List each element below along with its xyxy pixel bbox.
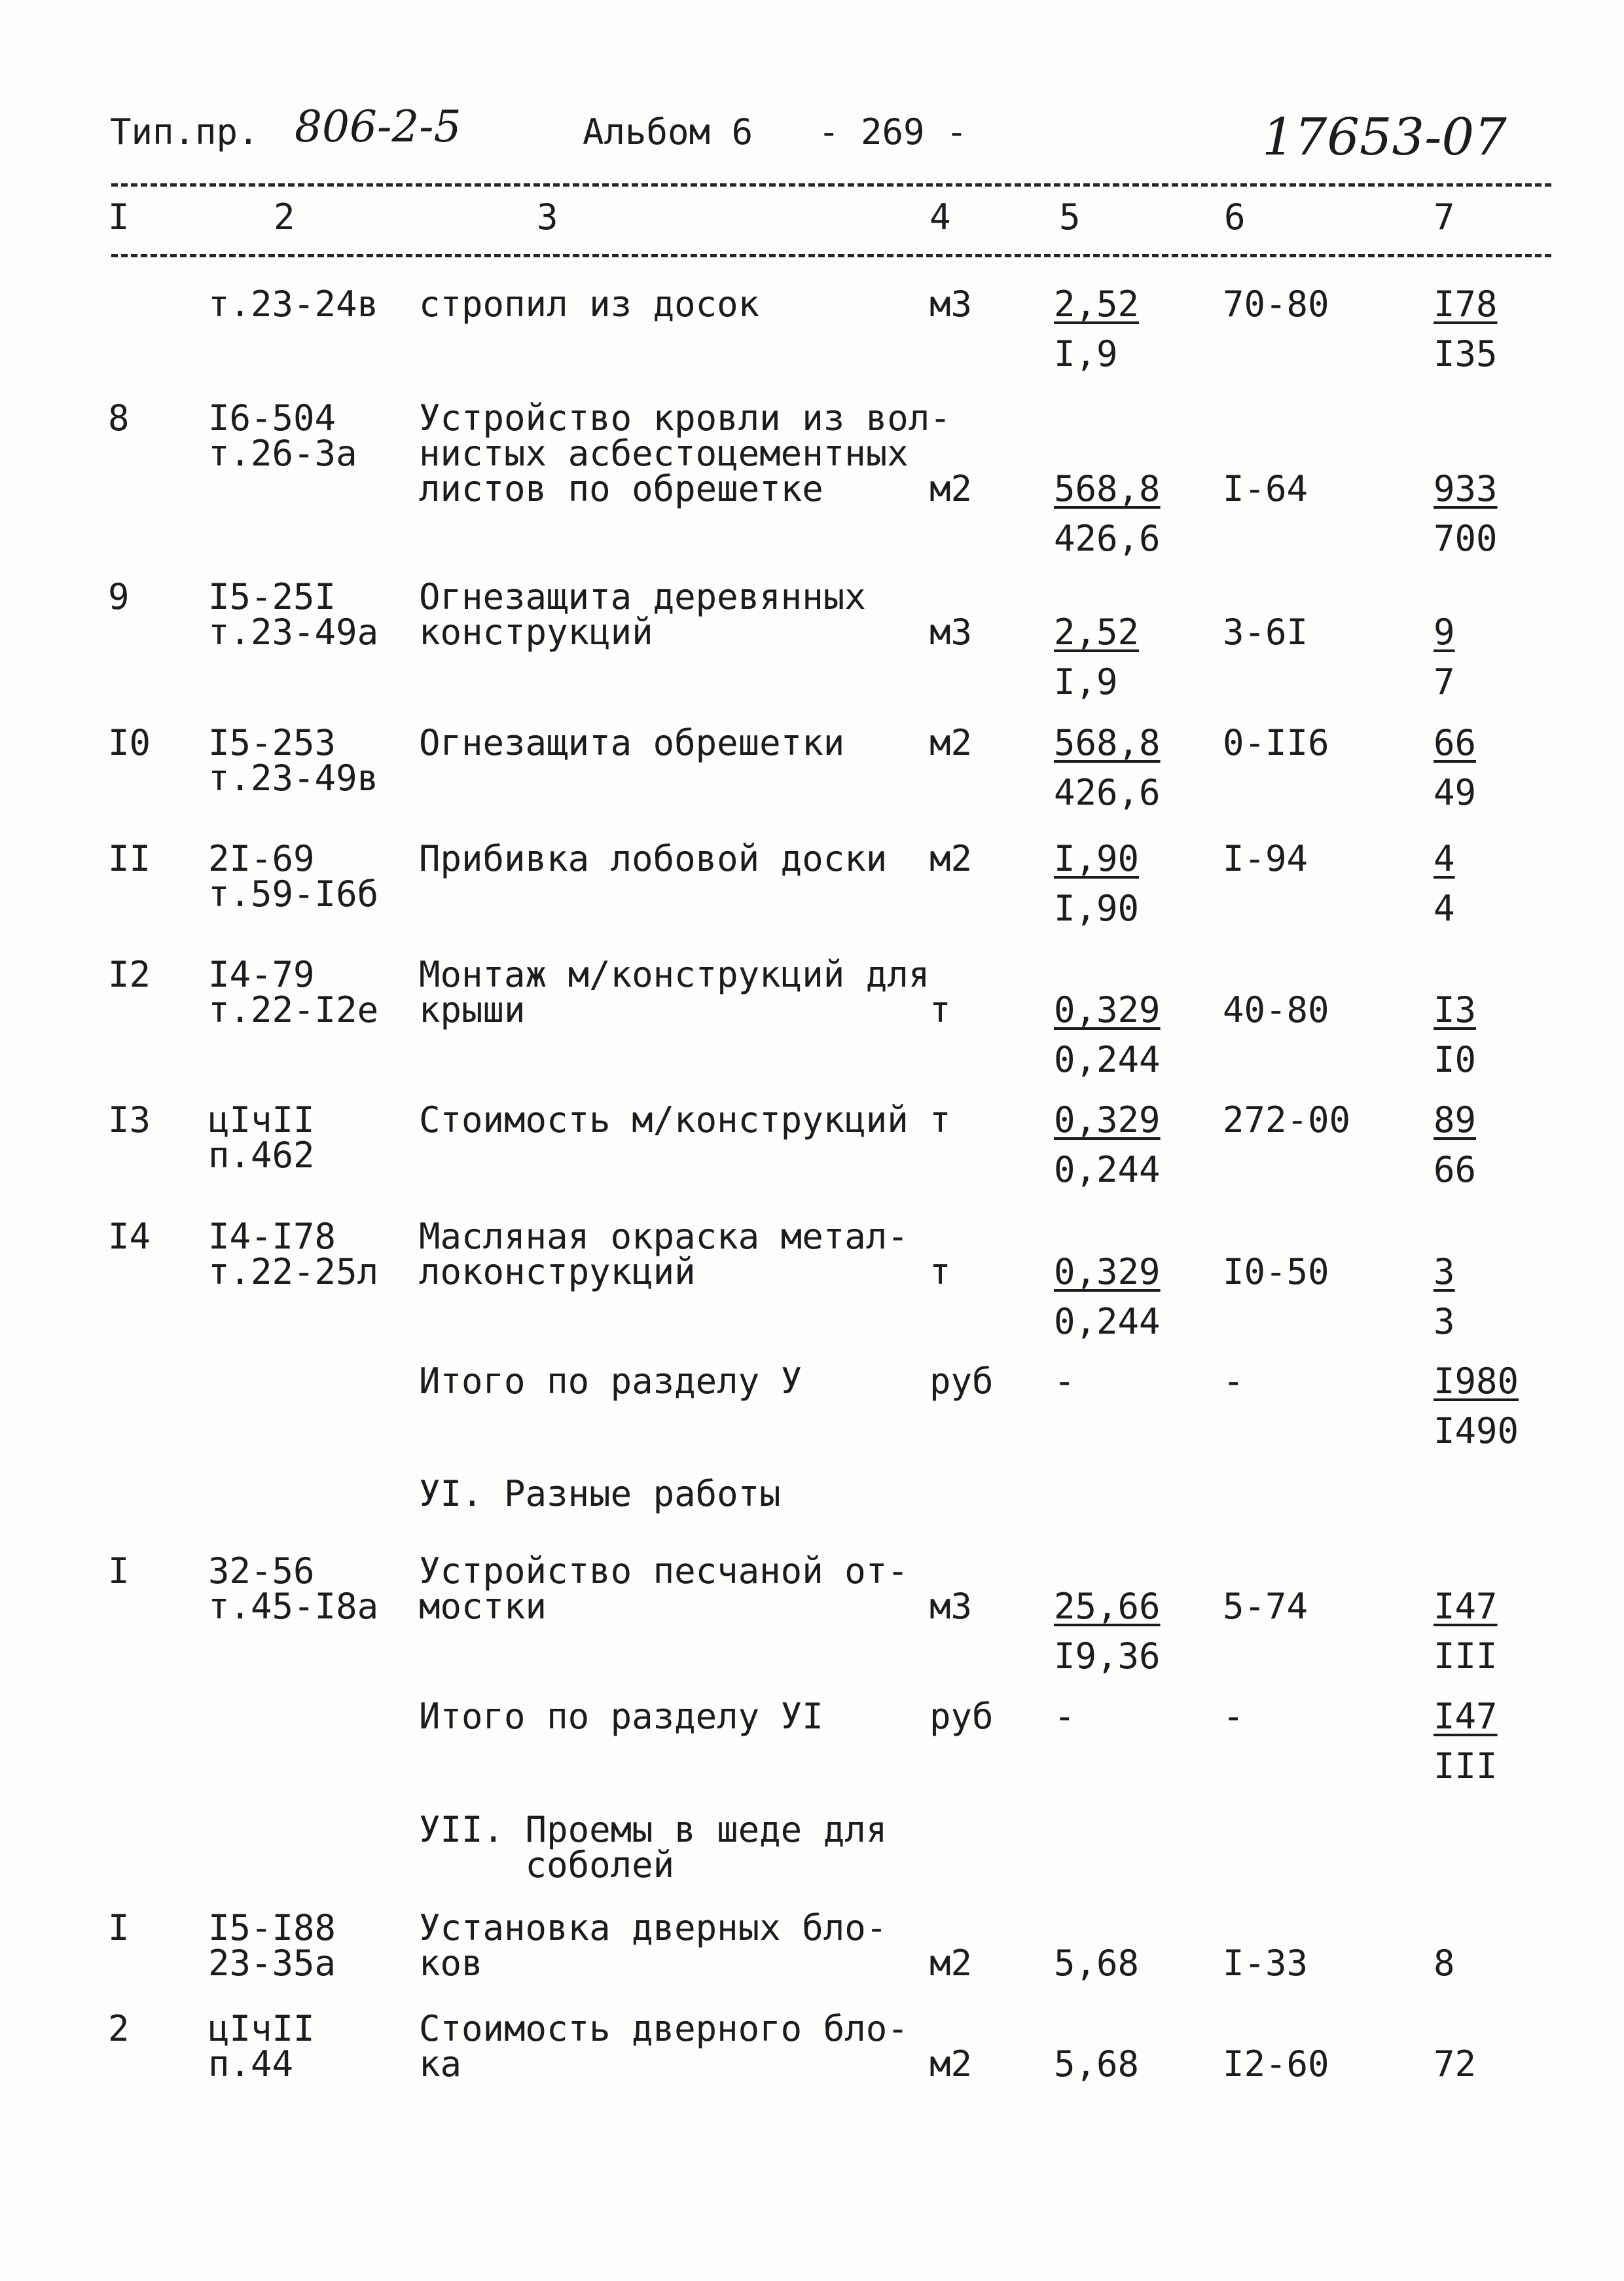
row-number: I0	[108, 722, 151, 763]
row-number: I2	[108, 954, 151, 995]
row-cost: I78	[1434, 283, 1498, 325]
col-header-2: 2	[274, 196, 295, 238]
row-cost-secondary: III	[1434, 1635, 1498, 1677]
row-unit: т	[929, 1251, 951, 1292]
page-number: - 269 -	[818, 111, 967, 153]
row-cost: I3	[1434, 989, 1477, 1031]
row-quantity-secondary: I9,36	[1054, 1635, 1161, 1677]
col-header-6: 6	[1224, 196, 1246, 238]
row-unit: руб	[929, 1696, 994, 1737]
row-quantity: 5,68	[1054, 2043, 1140, 2085]
row-description: Итого по разделу У	[419, 1360, 803, 1402]
row-description: Масляная окраска метал- локонструкций	[419, 1216, 909, 1292]
row-unit-price: 3-6I	[1223, 611, 1308, 653]
row-cost: 66	[1434, 722, 1477, 763]
row-unit-price: I0-50	[1223, 1251, 1329, 1292]
row-number: 2	[108, 2008, 130, 2049]
row-code: цIчII п.44	[208, 2008, 315, 2085]
row-unit: м2	[929, 838, 973, 879]
row-code: I5-253 т.23-49в	[208, 722, 379, 799]
col-header-3: 3	[537, 196, 558, 238]
row-cost-secondary: 3	[1434, 1301, 1455, 1342]
col-header-1: I	[108, 196, 130, 238]
row-number: I	[108, 1550, 130, 1592]
row-quantity: 0,329	[1054, 1251, 1161, 1292]
row-cost-secondary: I490	[1434, 1410, 1519, 1451]
row-unit: т	[929, 989, 951, 1031]
row-description: Устройство песчаной от- мостки	[419, 1550, 909, 1627]
row-cost-secondary: 66	[1434, 1149, 1477, 1190]
row-quantity-secondary: 0,244	[1054, 1301, 1161, 1342]
row-description: Устройство кровли из вол- нистых асбестоцементных листов по обрешетке	[419, 397, 951, 509]
row-cost-secondary: I0	[1434, 1039, 1477, 1080]
row-unit-price: -	[1223, 1696, 1244, 1737]
row-cost: 9	[1434, 611, 1455, 653]
row-cost: 8	[1434, 1943, 1455, 1984]
row-quantity: 568,8	[1054, 722, 1161, 763]
row-unit-price: I-94	[1223, 838, 1308, 879]
row-code: I4-I78 т.22-25л	[208, 1216, 379, 1292]
row-quantity: I,90	[1054, 838, 1140, 879]
row-number: 8	[108, 397, 130, 439]
row-unit: м2	[929, 722, 973, 763]
type-label: Тип.пр.	[110, 111, 259, 153]
row-cost-secondary: 700	[1434, 518, 1498, 559]
row-cost: 72	[1434, 2043, 1477, 2085]
row-unit-price: 40-80	[1223, 989, 1329, 1031]
row-cost: I47	[1434, 1586, 1498, 1627]
row-number: I3	[108, 1099, 151, 1140]
row-unit-price: I-64	[1223, 468, 1308, 509]
col-header-7: 7	[1434, 196, 1455, 238]
project-code: 806-2-5	[295, 101, 461, 152]
row-unit-price: -	[1223, 1360, 1244, 1402]
col-header-4: 4	[929, 196, 951, 238]
document-number: 17653-07	[1262, 108, 1507, 167]
row-unit: м3	[929, 1586, 973, 1627]
row-description: Итого по разделу УI	[419, 1696, 823, 1737]
row-code: 32-56 т.45-I8а	[208, 1550, 379, 1627]
row-quantity: -	[1054, 1696, 1075, 1737]
row-cost: 3	[1434, 1251, 1455, 1292]
row-number: I4	[108, 1216, 151, 1257]
row-number: II	[108, 838, 151, 879]
header-rule	[111, 254, 1551, 257]
row-unit-price: 5-74	[1223, 1586, 1308, 1627]
row-unit-price: I2-60	[1223, 2043, 1329, 2085]
row-quantity: 0,329	[1054, 989, 1161, 1031]
row-number: I	[108, 1907, 130, 1948]
row-description: Огнезащита обрешетки	[419, 722, 845, 763]
row-unit-price: I-33	[1223, 1943, 1308, 1984]
row-unit: м2	[929, 1943, 973, 1984]
row-quantity: 5,68	[1054, 1943, 1140, 1984]
album-label: Альбом 6	[583, 111, 753, 153]
row-unit: т	[929, 1099, 951, 1140]
row-cost-secondary: 49	[1434, 772, 1477, 813]
row-cost: I980	[1434, 1360, 1519, 1402]
row-description: Огнезащита деревянных конструкций	[419, 576, 866, 653]
row-cost: 89	[1434, 1099, 1477, 1140]
row-unit-price: 0-II6	[1223, 722, 1329, 763]
row-number: 9	[108, 576, 130, 617]
row-unit-price: 70-80	[1223, 283, 1329, 325]
row-description: Стоимость м/конструкций	[419, 1099, 909, 1140]
row-quantity-secondary: 426,6	[1054, 772, 1161, 813]
row-code: 2I-69 т.59-I6б	[208, 838, 379, 915]
row-quantity-secondary: I,9	[1054, 661, 1118, 703]
row-unit-price: 272-00	[1223, 1099, 1351, 1140]
row-quantity-secondary: I,9	[1054, 333, 1118, 374]
row-unit: м3	[929, 283, 973, 325]
row-quantity: 568,8	[1054, 468, 1161, 509]
col-header-5: 5	[1059, 196, 1081, 238]
row-quantity: -	[1054, 1360, 1075, 1402]
row-unit: м2	[929, 2043, 973, 2085]
row-quantity-secondary: I,90	[1054, 888, 1140, 929]
row-description: Монтаж м/конструкций для крыши	[419, 954, 930, 1031]
row-code: I6-504 т.26-3а	[208, 397, 357, 474]
row-unit: м2	[929, 468, 973, 509]
top-rule	[111, 183, 1551, 187]
row-quantity: 2,52	[1054, 283, 1140, 325]
row-quantity-secondary: 0,244	[1054, 1149, 1161, 1190]
row-description: Установка дверных бло- ков	[419, 1907, 888, 1984]
row-code: I5-25I т.23-49а	[208, 576, 379, 653]
row-cost-secondary: I35	[1434, 333, 1498, 374]
row-description: Прибивка лобовой доски	[419, 838, 888, 879]
row-code: I5-I88 23-35а	[208, 1907, 336, 1984]
section-heading: УI. Разные работы	[419, 1473, 781, 1514]
row-quantity-secondary: 0,244	[1054, 1039, 1161, 1080]
row-code: цIчII п.462	[208, 1099, 315, 1176]
row-code: т.23-24в	[208, 283, 379, 325]
row-quantity-secondary: 426,6	[1054, 518, 1161, 559]
row-unit: руб	[929, 1360, 994, 1402]
row-code: I4-79 т.22-I2е	[208, 954, 379, 1031]
row-cost-secondary: III	[1434, 1745, 1498, 1787]
section-heading: УII. Проемы в шеде для соболей	[419, 1809, 888, 1886]
row-quantity: 25,66	[1054, 1586, 1161, 1627]
row-unit: м3	[929, 611, 973, 653]
row-cost: I47	[1434, 1696, 1498, 1737]
row-quantity: 2,52	[1054, 611, 1140, 653]
row-description: Стоимость дверного бло- ка	[419, 2008, 909, 2085]
row-cost: 933	[1434, 468, 1498, 509]
row-description: стропил из досок	[419, 283, 760, 325]
row-quantity: 0,329	[1054, 1099, 1161, 1140]
row-cost: 4	[1434, 838, 1455, 879]
row-cost-secondary: 7	[1434, 661, 1455, 703]
row-cost-secondary: 4	[1434, 888, 1455, 929]
